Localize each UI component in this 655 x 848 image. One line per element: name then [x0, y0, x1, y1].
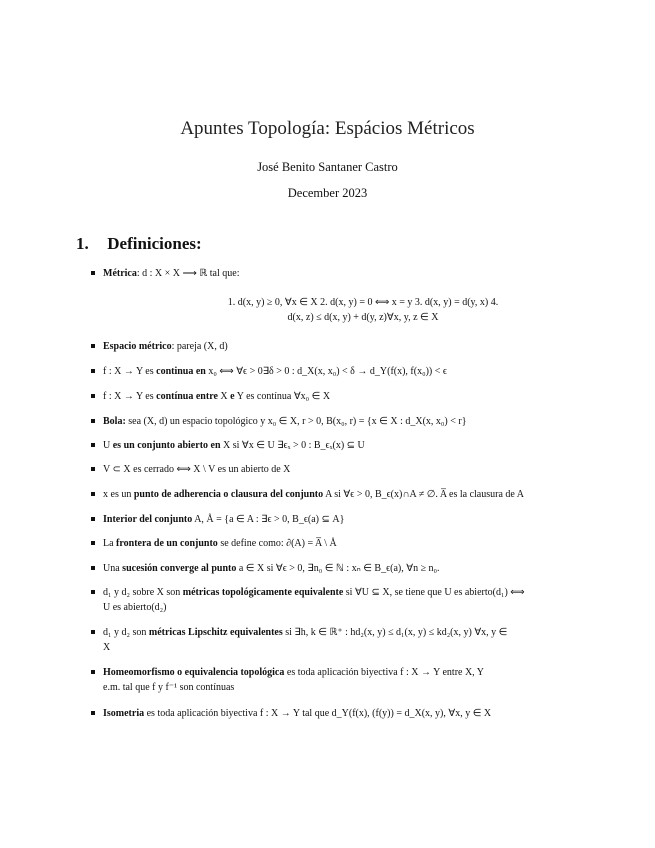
term: es un conjunto abierto en: [112, 440, 221, 451]
item-text: es toda aplicación biyectiva f : X → Y tal que d_Y(f(x), (f(y)) = d_X(x, y), ∀x, y ∈ X: [144, 708, 492, 719]
term: métricas Lipschitz equivalentes: [148, 627, 283, 638]
item-text: X si ∀x ∈ U ∃ϵₓ > 0 : B_ϵₓ(x) ⊆ U: [220, 440, 365, 451]
document-date: December 2023: [287, 186, 368, 200]
term: sucesión converge al punto: [122, 563, 237, 574]
list-item-interior: [103, 512, 623, 527]
term: frontera de un conjunto: [116, 538, 218, 549]
list-item-continua-en: [103, 364, 623, 379]
list-item-lipschitz: [103, 625, 623, 655]
metric-axioms-line-2: d(x, z) ≤ d(x, y) + d(y, z)∀x, y, z ∈ X: [287, 312, 439, 323]
bullet-icon: [91, 630, 95, 634]
item-text-line-2: X: [103, 642, 111, 653]
item-prefix: f : X → Y es: [103, 391, 157, 402]
term: métricas topológicamente equivalente: [182, 587, 344, 598]
bullet-icon: [91, 517, 95, 521]
item-prefix: U: [103, 440, 113, 451]
list-item-continua-entre: [103, 389, 623, 404]
item-text: A si ∀ϵ > 0, B_ϵ(x)∩A ≠ ∅. A̅ es la clausura de A: [323, 489, 525, 500]
item-text: : pareja (X, d): [171, 341, 228, 352]
item-text: : d : X × X ⟶ ℝ tal que:: [136, 268, 240, 279]
metric-axioms-line-1: 1. d(x, y) ≥ 0, ∀x ∈ X 2. d(x, y) = 0 ⟺ x = y 3. d(x, y) = d(y, x) 4.: [227, 297, 499, 308]
bullet-icon: [91, 711, 95, 715]
list-item-espacio-metrico: [103, 339, 623, 354]
bullet-icon: [91, 443, 95, 447]
item-prefix: x es un: [103, 489, 134, 500]
term: continua en: [156, 366, 206, 377]
item-text: se define como: ∂(A) = A̅ \ Å: [217, 538, 337, 549]
section-title: Definiciones:: [107, 234, 202, 253]
item-text: a ∈ X si ∀ϵ > 0, ∃n₀ ∈ ℕ : xₙ ∈ B_ϵ(a), ∀n ≥ n₀.: [236, 563, 440, 574]
item-text: Y es contínua ∀x₀ ∈ X: [234, 391, 331, 402]
term: Espacio métrico: [103, 341, 172, 352]
bullet-icon: [91, 590, 95, 594]
bullet-icon: [91, 419, 95, 423]
list-item-homeomorfismo: [103, 665, 623, 695]
term: Bola:: [103, 416, 126, 427]
item-text: x₀ ⟺ ∀ϵ > 0∃δ > 0 : d_X(x, x₀) < δ → d_Y(f(x), f(x₀)) < ϵ: [205, 366, 447, 377]
item-text: A, Å = {a ∈ A : ∃ϵ > 0, B_ϵ(a) ⊆ A}: [192, 514, 345, 525]
term: Homeomorfismo o equivalencia topológica: [103, 667, 285, 678]
term: Interior del conjunto: [103, 514, 193, 525]
bullet-icon: [91, 670, 95, 674]
document-title: Apuntes Topología: Espácios Métricos: [180, 118, 475, 139]
bullet-icon: [91, 394, 95, 398]
item-prefix: Una: [103, 563, 123, 574]
term-2: e: [230, 391, 235, 402]
term: Isometria: [103, 708, 145, 719]
item-text: V ⊂ X es cerrado ⟺ X \ V es un abierto de X: [103, 464, 291, 475]
bullet-icon: [91, 492, 95, 496]
term: contínua entre: [156, 391, 218, 402]
bullet-icon: [91, 271, 95, 275]
item-prefix: f : X → Y es: [103, 366, 157, 377]
item-text-line-2: e.m. tal que f y f⁻¹ son contínuas: [103, 682, 235, 693]
list-item-topologicamente-equivalente: [103, 585, 623, 615]
bullet-icon: [91, 369, 95, 373]
document-author: José Benito Santaner Castro: [257, 160, 398, 174]
list-item-isometria: [103, 706, 623, 721]
item-text-line-2: U es abierto(d₂): [103, 602, 167, 613]
item-text: sea (X, d) un espacio topológico y x₀ ∈ X, r > 0, B(x₀, r) = {x ∈ X : d_X(x, x₀) < r}: [125, 416, 467, 427]
item-text: si ∀U ⊆ X, se tiene que U es abierto(d₁) ⟺: [343, 587, 525, 598]
section-number: 1.: [76, 234, 89, 253]
item-text: si ∃h, k ∈ ℝ⁺ : hd₂(x, y) ≤ d₁(x, y) ≤ kd₂(x, y) ∀x, y ∈: [282, 627, 508, 638]
list-item-bola: [103, 414, 623, 429]
list-item-adherencia: [103, 487, 623, 502]
list-item-sucesion: [103, 561, 623, 576]
list-item-cerrado: [103, 462, 623, 477]
list-item-metrica: [103, 266, 623, 281]
item-prefix: d₁ y d₂ sobre X son: [103, 587, 183, 598]
term: punto de adherencia o clausura del conjunto: [133, 489, 324, 500]
item-text: es toda aplicación biyectiva f : X → Y entre X, Y: [284, 667, 485, 678]
section-heading: [76, 234, 202, 254]
term: Métrica: [103, 268, 137, 279]
item-prefix: La: [103, 538, 117, 549]
bullet-icon: [91, 566, 95, 570]
list-item-conjunto-abierto: [103, 438, 623, 453]
item-mid: X: [217, 391, 231, 402]
item-prefix: d₁ y d₂ son: [103, 627, 149, 638]
bullet-icon: [91, 344, 95, 348]
bullet-icon: [91, 541, 95, 545]
bullet-icon: [91, 467, 95, 471]
list-item-frontera: [103, 536, 623, 551]
